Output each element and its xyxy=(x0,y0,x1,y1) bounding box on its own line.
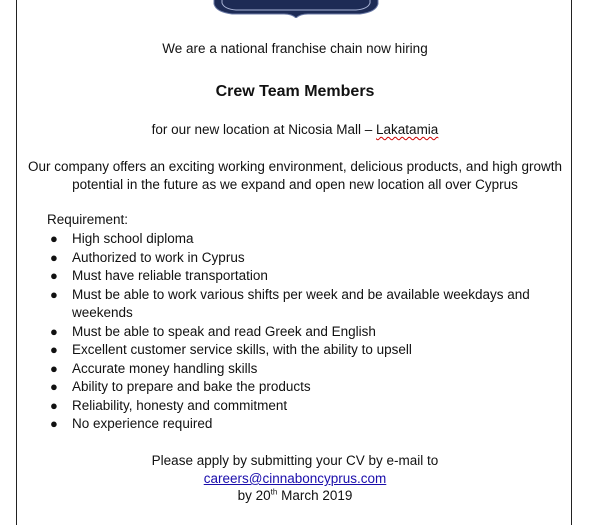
bullet-icon: ● xyxy=(50,360,58,376)
intro-text: We are a national franchise chain now hiring xyxy=(162,41,428,56)
careers-email-link[interactable]: careers@cinnaboncyprus.com xyxy=(203,471,387,486)
requirements-list xyxy=(47,230,547,434)
requirements-label: Requirement: xyxy=(47,212,129,227)
bullet-icon: ● xyxy=(50,342,58,357)
list-item: ● Must have reliable transportation xyxy=(47,267,547,286)
bullet-icon: ● xyxy=(50,323,58,339)
list-item: ● Accurate money handling skills xyxy=(47,360,547,379)
bullet-icon: ● xyxy=(50,416,58,431)
job-title: Crew Team Members xyxy=(215,83,375,100)
company-logo xyxy=(212,0,380,18)
apply-instructions: Please apply by submitting your CV by e-mail to xyxy=(151,453,439,468)
list-item: ● Authorized to work in Cyprus xyxy=(47,249,547,268)
company-description: Our company offers an exciting working environment, delicious products, and high growth potential in the future as we expand and open new location all over Cyprus xyxy=(27,159,563,192)
bullet-icon: ● xyxy=(50,268,58,283)
list-item: ● No experience required xyxy=(47,415,547,434)
list-item: ● High school diploma xyxy=(47,230,547,249)
bullet-icon: ● xyxy=(50,231,58,246)
location-prefix: for our new location at Nicosia Mall – xyxy=(151,122,377,137)
bullet-icon: ● xyxy=(50,397,58,413)
bullet-icon: ● xyxy=(50,379,58,394)
list-item: ● Must be able to speak and read Greek and English xyxy=(47,323,547,342)
list-item: ● Ability to prepare and bake the products xyxy=(47,378,547,397)
application-deadline: by 20th March 2019 xyxy=(237,487,353,503)
location-line xyxy=(0,122,590,137)
list-item: ● Reliability, honesty and commitment xyxy=(47,397,547,416)
list-item: ● Excellent customer service skills, with the ability to upsell xyxy=(47,341,547,360)
list-item: ● Must be able to work various shifts per week and be available weekdays and weekends xyxy=(50,286,530,320)
bullet-icon: ● xyxy=(50,286,58,302)
bullet-icon: ● xyxy=(50,249,58,265)
location-name: Lakatamia xyxy=(376,122,439,137)
